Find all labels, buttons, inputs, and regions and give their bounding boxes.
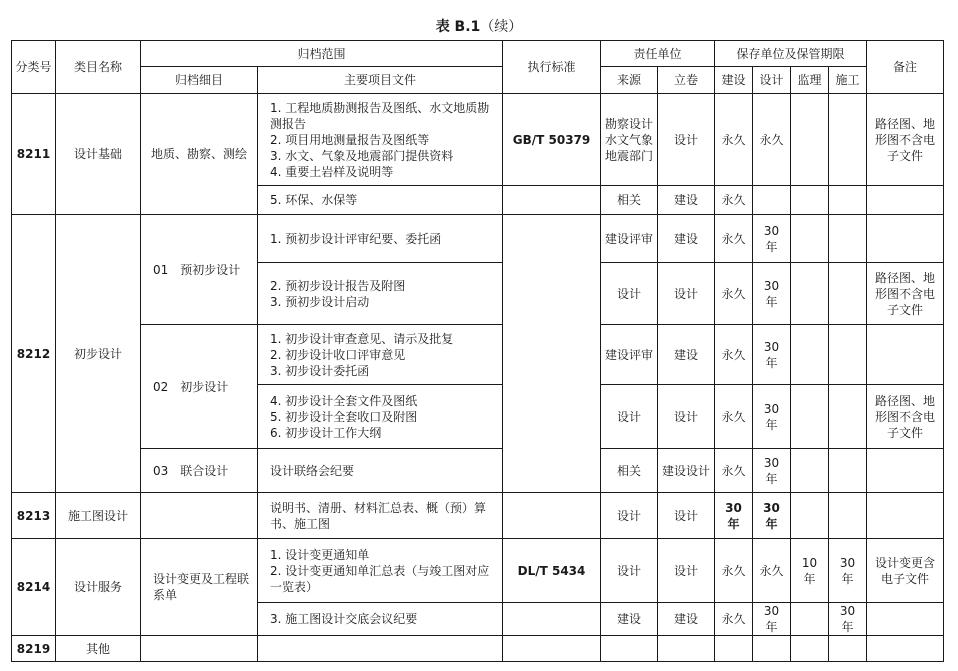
build-cell: 永久 xyxy=(715,94,753,186)
header-row-2 xyxy=(12,67,944,94)
file-unit-cell: 设计 xyxy=(658,94,715,186)
source-cell: 设计 xyxy=(601,385,658,449)
file-line: 1. 设计变更通知单 xyxy=(270,547,370,562)
source-cell: 相关 xyxy=(601,186,658,215)
build-cell: 永久 xyxy=(715,539,753,603)
construct-cell xyxy=(829,263,867,325)
design-cell xyxy=(753,636,791,662)
table-row xyxy=(12,636,944,662)
file-unit-cell: 建设 xyxy=(658,325,715,385)
detail-cell xyxy=(141,636,258,662)
source-cell: 建设 xyxy=(601,603,658,636)
source-cell: 相关 xyxy=(601,449,658,493)
file-line: 2. 设计变更通知单汇总表（与竣工图对应一览表） xyxy=(270,563,490,594)
header-row-1 xyxy=(12,41,944,67)
construct-cell xyxy=(829,186,867,215)
file-unit-cell: 设计 xyxy=(658,385,715,449)
name-cell: 施工图设计 xyxy=(56,493,141,539)
header-resp: 责任单位 xyxy=(601,41,715,67)
build-cell: 永久 xyxy=(715,215,753,263)
design-cell: 30 年 xyxy=(753,215,791,263)
design-cell: 30 年 xyxy=(753,385,791,449)
files-cell xyxy=(258,636,503,662)
source-cell: 设计 xyxy=(601,539,658,603)
supervise-cell xyxy=(791,263,829,325)
archive-table xyxy=(11,40,944,662)
detail-cell: 03 联合设计 xyxy=(141,449,258,493)
design-cell: 30 年 xyxy=(753,603,791,636)
file-line: 4. 重要土岩样及说明等 xyxy=(270,164,394,179)
table-row xyxy=(12,325,944,385)
table-row xyxy=(12,449,944,493)
design-cell: 永久 xyxy=(753,539,791,603)
files-cell xyxy=(258,539,503,603)
files-cell xyxy=(258,493,503,539)
construct-cell xyxy=(829,493,867,539)
design-cell: 30 年 xyxy=(753,263,791,325)
file-line: 6. 初步设计工作大纲 xyxy=(270,425,382,440)
name-cell: 初步设计 xyxy=(56,215,141,493)
table-row xyxy=(12,539,944,603)
supervise-cell xyxy=(791,94,829,186)
header-source: 来源 xyxy=(601,67,658,94)
design-cell: 30 年 xyxy=(753,325,791,385)
file-unit-cell: 设计 xyxy=(658,539,715,603)
build-cell: 永久 xyxy=(715,263,753,325)
source-cell: 勘察设计水文气象地震部门 xyxy=(601,94,658,186)
remarks-cell xyxy=(867,636,944,662)
header-standard: 执行标准 xyxy=(503,41,601,94)
file-line: 2. 项目用地测量报告及图纸等 xyxy=(270,132,430,147)
design-cell: 30 年 xyxy=(753,493,791,539)
standard-cell: GB/T 50379 xyxy=(503,94,601,186)
header-remarks: 备注 xyxy=(867,41,944,94)
code-cell: 8213 xyxy=(12,493,56,539)
construct-cell: 30 年 xyxy=(829,603,867,636)
standard-cell xyxy=(503,493,601,539)
remarks-cell xyxy=(867,215,944,263)
source-cell: 设计 xyxy=(601,263,658,325)
build-cell: 永久 xyxy=(715,385,753,449)
remarks-cell xyxy=(867,449,944,493)
code-cell: 8214 xyxy=(12,539,56,636)
files-cell xyxy=(258,449,503,493)
remarks-cell: 路径图、地形图不含电子文件 xyxy=(867,263,944,325)
file-line: 1. 工程地质勘测报告及图纸、水文地质勘测报告 xyxy=(270,100,490,131)
files-cell xyxy=(258,263,503,325)
file-unit-cell: 设计 xyxy=(658,493,715,539)
remarks-cell: 路径图、地形图不含电子文件 xyxy=(867,385,944,449)
remarks-cell: 设计变更含电子文件 xyxy=(867,539,944,603)
header-design: 设计 xyxy=(753,67,791,94)
code-cell: 8219 xyxy=(12,636,56,662)
build-cell: 30 年 xyxy=(715,493,753,539)
build-cell: 永久 xyxy=(715,325,753,385)
file-unit-cell: 建设 xyxy=(658,186,715,215)
source-cell xyxy=(601,636,658,662)
source-cell: 设计 xyxy=(601,493,658,539)
supervise-cell xyxy=(791,325,829,385)
construct-cell xyxy=(829,215,867,263)
header-name: 类目名称 xyxy=(56,41,141,94)
build-cell: 永久 xyxy=(715,186,753,215)
file-line: 3. 初步设计委托函 xyxy=(270,363,370,378)
file-line: 2. 预初步设计报告及附图 xyxy=(270,278,406,293)
remarks-cell xyxy=(867,603,944,636)
header-build: 建设 xyxy=(715,67,753,94)
file-line: 1. 预初步设计评审纪要、委托函 xyxy=(270,231,442,246)
table-caption xyxy=(0,16,958,36)
remarks-cell xyxy=(867,325,944,385)
standard-cell xyxy=(503,186,601,215)
build-cell: 永久 xyxy=(715,449,753,493)
name-cell: 其他 xyxy=(56,636,141,662)
header-supervise: 监理 xyxy=(791,67,829,94)
detail-cell: 01 预初步设计 xyxy=(141,215,258,325)
construct-cell xyxy=(829,636,867,662)
name-cell: 设计服务 xyxy=(56,539,141,636)
table-row xyxy=(12,215,944,263)
files-cell xyxy=(258,325,503,385)
file-line: 3. 施工图设计交底会议纪要 xyxy=(270,612,418,626)
construct-cell xyxy=(829,449,867,493)
files-cell xyxy=(258,385,503,449)
remarks-cell xyxy=(867,186,944,215)
construct-cell: 30 年 xyxy=(829,539,867,603)
standard-cell xyxy=(503,603,601,636)
table-row xyxy=(12,94,944,186)
caption-title: 表 B.1 xyxy=(435,19,481,35)
supervise-cell xyxy=(791,636,829,662)
file-line: 4. 初步设计全套文件及图纸 xyxy=(270,393,418,408)
standard-cell xyxy=(503,215,601,493)
supervise-cell: 10 年 xyxy=(791,539,829,603)
header-construct: 施工 xyxy=(829,67,867,94)
files-cell xyxy=(258,215,503,263)
file-line: 3. 预初步设计启动 xyxy=(270,294,370,309)
file-line: 说明书、清册、材料汇总表、概（预）算书、施工图 xyxy=(270,500,487,531)
design-cell: 永久 xyxy=(753,94,791,186)
file-line: 设计联络会纪要 xyxy=(270,463,355,478)
file-unit-cell: 建设 xyxy=(658,215,715,263)
source-cell: 建设评审 xyxy=(601,325,658,385)
design-cell xyxy=(753,186,791,215)
supervise-cell xyxy=(791,215,829,263)
construct-cell xyxy=(829,385,867,449)
construct-cell xyxy=(829,94,867,186)
code-cell: 8211 xyxy=(12,94,56,215)
files-cell xyxy=(258,94,503,186)
supervise-cell xyxy=(791,186,829,215)
header-detail: 归档细目 xyxy=(141,67,258,94)
file-unit-cell: 设计 xyxy=(658,263,715,325)
supervise-cell xyxy=(791,603,829,636)
supervise-cell xyxy=(791,385,829,449)
remarks-cell: 路径图、地形图不含电子文件 xyxy=(867,94,944,186)
table-row xyxy=(12,493,944,539)
file-line: 1. 初步设计审查意见、请示及批复 xyxy=(270,331,454,346)
build-cell: 永久 xyxy=(715,603,753,636)
header-files: 主要项目文件 xyxy=(258,67,503,94)
standard-cell: DL/T 5434 xyxy=(503,539,601,603)
header-scope: 归档范围 xyxy=(141,41,503,67)
detail-cell: 设计变更及工程联系单 xyxy=(141,539,258,636)
name-cell: 设计基础 xyxy=(56,94,141,215)
detail-cell: 02 初步设计 xyxy=(141,325,258,449)
code-cell: 8212 xyxy=(12,215,56,493)
construct-cell xyxy=(829,325,867,385)
files-cell xyxy=(258,186,503,215)
supervise-cell xyxy=(791,449,829,493)
header-file-unit: 立卷 xyxy=(658,67,715,94)
design-cell: 30 年 xyxy=(753,449,791,493)
header-retention: 保存单位及保管期限 xyxy=(715,41,867,67)
file-unit-cell: 建设设计 xyxy=(658,449,715,493)
detail-cell: 地质、勘察、测绘 xyxy=(141,94,258,215)
file-unit-cell xyxy=(658,636,715,662)
file-line: 5. 环保、水保等 xyxy=(270,193,358,207)
files-cell xyxy=(258,603,503,636)
detail-cell xyxy=(141,493,258,539)
file-line: 5. 初步设计全套收口及附图 xyxy=(270,409,418,424)
standard-cell xyxy=(503,636,601,662)
file-line: 2. 初步设计收口评审意见 xyxy=(270,347,406,362)
file-line: 3. 水文、气象及地震部门提供资料 xyxy=(270,148,454,163)
build-cell xyxy=(715,636,753,662)
supervise-cell xyxy=(791,493,829,539)
file-unit-cell: 建设 xyxy=(658,603,715,636)
caption-suffix: （续） xyxy=(480,19,523,35)
remarks-cell xyxy=(867,493,944,539)
source-cell: 建设评审 xyxy=(601,215,658,263)
header-code: 分类号 xyxy=(12,41,56,94)
